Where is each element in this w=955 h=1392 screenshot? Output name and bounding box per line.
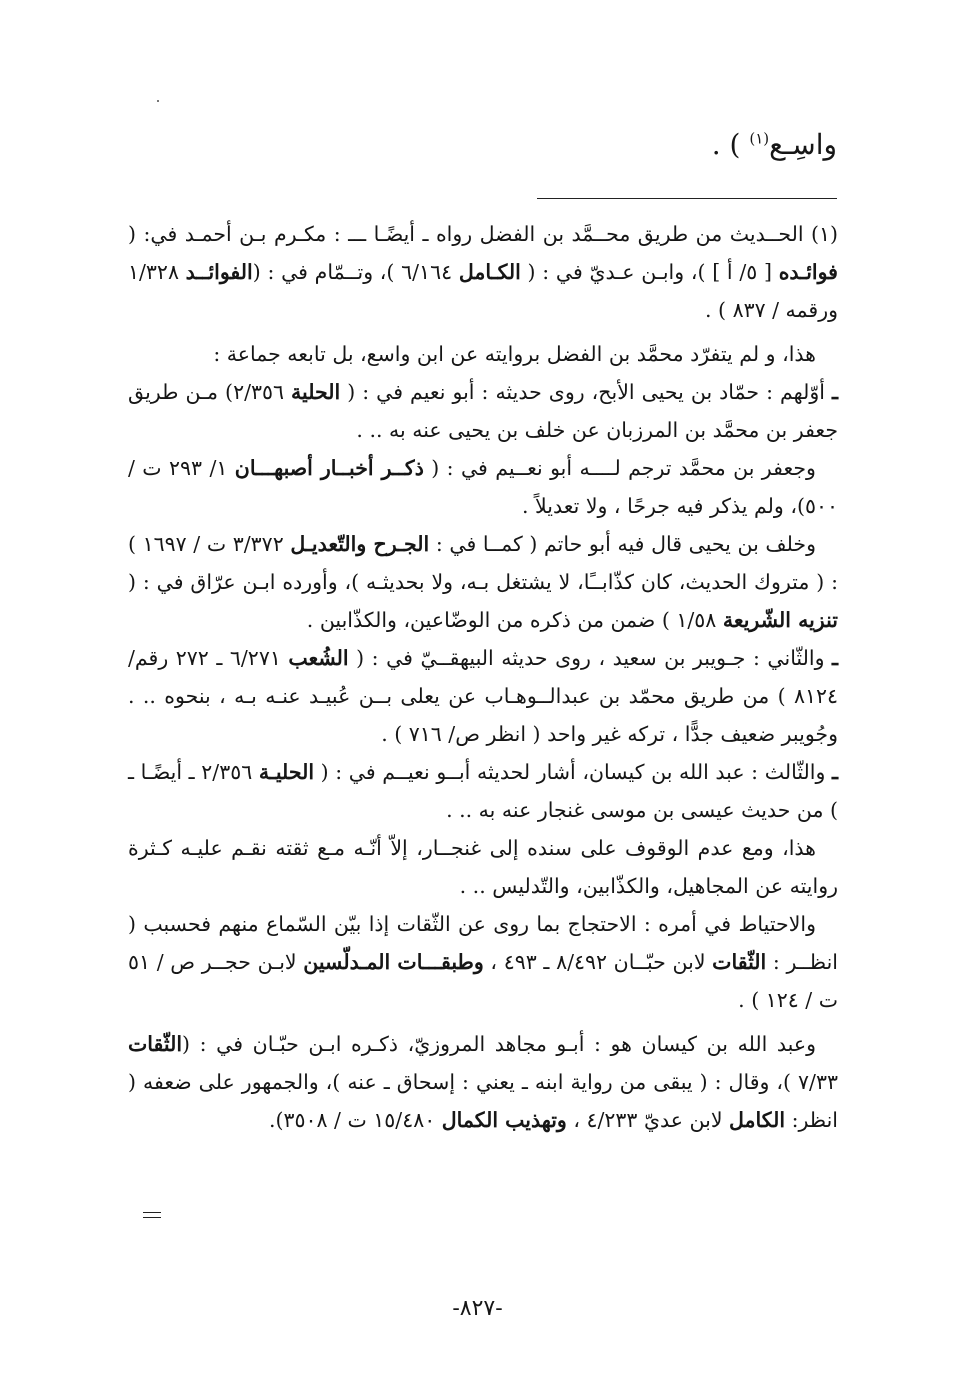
footnote-paragraph: وخلف بن يحيى قال فيه أبو حاتم ( كمــا في : الجـرح والتّعديـل ٣/٣٧٢ ت / ١٦٩٧ ) : ( متروك الحديث، كان كذّابــًا، لا يشتغل بـه، ولا بحديثـه )، وأورده ابـن عرّاق في : ( تنزيه الشّريعة ١/٥٨ ) ضمن من ذكره من الوضّاعين، والكذّابين . (128, 532, 838, 632)
footnote-paragraph: هذا، ومع عدم الوقوف على سنده إلى غنجــار، إلاّ أنّـه مـع ثقته نقـم عليـه كـثرة روايته عن المجاهيل، والكذّابين، والتّدليس .. . (128, 836, 838, 898)
footnote-paragraph: والاحتياط في أمره : الاحتجاج بما روى عن الثّقات إذا بيّن السّماع منهم فحسبب ( انظــر : الثّقات لابن حبّــان ٨/٤٩٢ ـ ٤٩٣ ، وطبقـــات المـدلّسين لابـن حجــر ص / ٥١ ت / ١٢٤ ) . (128, 912, 838, 1012)
footnote-paragraph: هذا، و لم يتفرّد محمَّد بن الفضل بروايته عن ابن واسع، بل تابعه جماعة : (213, 342, 816, 366)
ink-speck (157, 100, 159, 102)
main-text-closing: ) . (711, 128, 741, 161)
main-text-word: واسِـع (769, 128, 837, 161)
footnote-paragraph: وعبد الله بن كيسان هو : أبـو مجاهد المروزيّ، ذكـره ابـن حبّـان في : (الثّقات ٧/٣٣ )، وقال : ( يبقى من رواية ابنه ـ يعني : إسحاق ـ عنه )، والجمهور على ضعفه ( انظر: الكامل لابن عديّ ٤/٢٣٣ ، وتهذيب الكمال ١٥/٤٨٠ ت / ٣٥٠٨). (128, 1032, 838, 1132)
footnote-separator (537, 198, 837, 199)
main-text-line (712, 128, 837, 161)
footnote-paragraph: ـ والثّاني : جـويبر بن سعيد ، روى حديثه البيهقــيّ في : ( الشُعب ٦/٢٧١ ـ ٢٧٢ رقم/٨١٢٤ ) من طريق محمّد بن عبدالــوهـاب عن يعلى بــن عُبيـد عنـه بـه ، بنحوه .. . وجُويبر ضعيف جدًّا ، تركه غير واحد ( انظر ص/ ٧١٦ ) . (128, 646, 839, 746)
footnote-body (128, 215, 838, 1139)
footnote-paragraph: (١) الحــديث من طريق محــمَّد بن الفضل رواه ـ أيضًـا ـــ : مكـرم بـن أحمـد في: ( فوائـده [ ٥/ أ ] )، وابـن عـديّ في : ( الكـامل ٦/١٦٤ )، وتــمّام في : (الفوائــد ١/٣٢٨ ورقمه / ٨٣٧ ) . (128, 222, 838, 322)
footnote-paragraph: وجعفر بن محمَّد ترجم لــــه أبو نعــيم في : ( ذكــر أخبــار أصبهـــان ١/ ٢٩٣ ت / ٥٠٠)، ولم يذكر فيه جرحًا ، ولا تعديلاً . (128, 456, 838, 518)
footnote-paragraph: ـ أوّلهم : حمّاد بن يحيى الأبح، روى حديثه : أبو نعيم في : ( الحلية ٢/٣٥٦) مـن طريق جعفر بن محمَّد بن المرزبان عن خلف بن يحيى عنه به .. . (128, 380, 838, 442)
footnote-paragraph: ـ والثّالث : عبد الله بن كيسان، أشار لحديثه أبــو نعيــم في : ( الحليـة ٢/٣٥٦ ـ أيضًـا ـ ) من حديث عيسى بن موسى غنجار عنه به .. . (128, 760, 838, 822)
continuation-mark (143, 1212, 161, 1218)
footnote-reference: (١) (749, 129, 770, 148)
page-number: -٨٢٧- (452, 1296, 503, 1321)
